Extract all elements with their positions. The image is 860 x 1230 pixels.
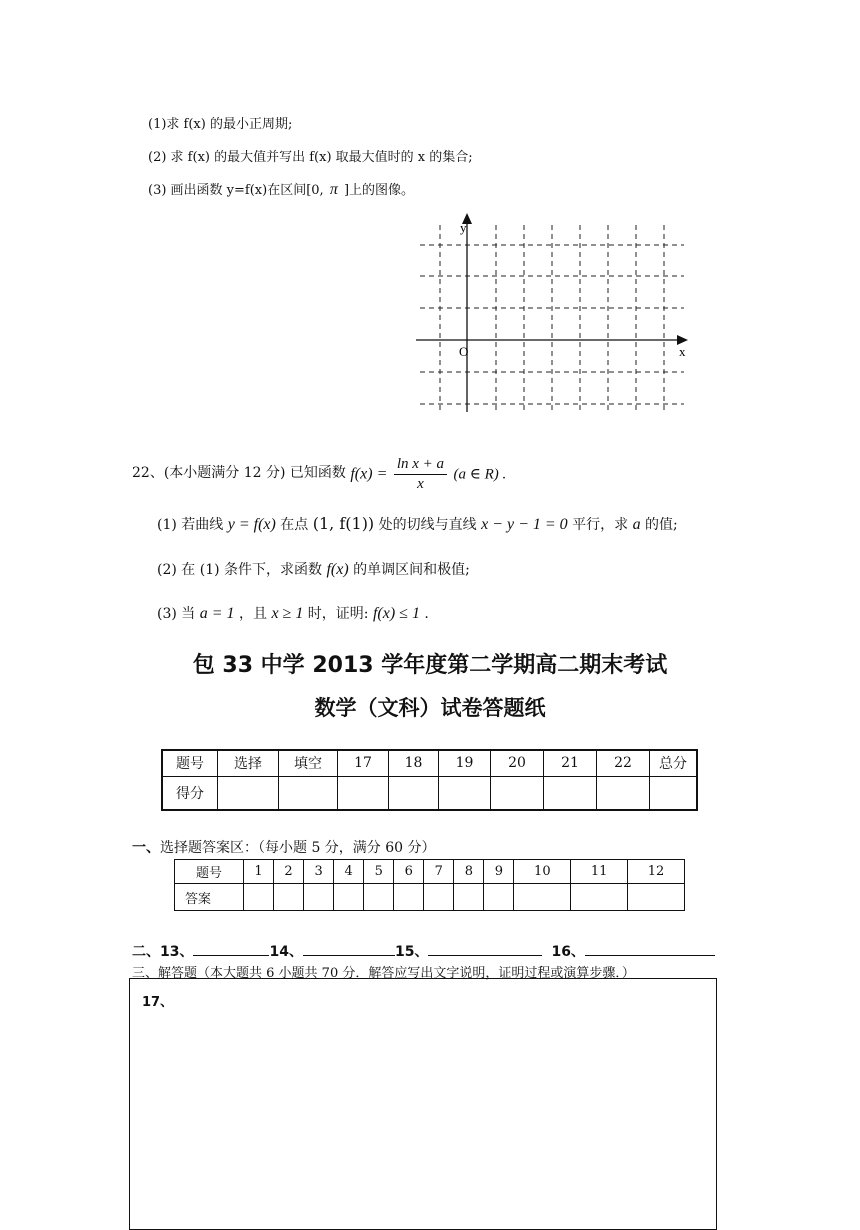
q22-fraction (394, 456, 447, 493)
answer-sheet-title: 数学（文科）试卷答题纸 (314, 696, 546, 720)
answer-cell[interactable] (628, 884, 685, 911)
q22-p3-d: x ≥ 1 (271, 605, 304, 622)
score-cell[interactable] (439, 776, 491, 810)
q22-p1-g: 平行，求 (572, 517, 629, 533)
q22-p1-e: 处的切线与直线 (378, 517, 477, 533)
score-cell[interactable] (597, 776, 650, 810)
score-header-cell: 18 (389, 750, 439, 776)
pi-symbol: π (329, 181, 338, 198)
q22-part1 (157, 514, 678, 534)
question-number: 2 (274, 860, 304, 884)
blank-14-label: 14、 (269, 944, 303, 960)
score-cell[interactable] (389, 776, 439, 810)
blank-15[interactable] (428, 940, 542, 956)
section1-label: 一、 (132, 840, 160, 856)
section1-text: 选择题答案区：（每小题 5 分，满分 60 分） (160, 840, 436, 856)
answer-cell[interactable] (424, 884, 454, 911)
answer-cell[interactable] (454, 884, 484, 911)
question-number: 3 (304, 860, 334, 884)
blank-13-label: 13、 (160, 944, 194, 960)
q22-head-text: 22、(本小题满分 12 分) 已知函数 (132, 464, 346, 481)
choice-answer-row (175, 884, 685, 911)
section1-heading (132, 837, 436, 857)
answer-cell[interactable] (364, 884, 394, 911)
q22-fx: f(x) = (350, 465, 388, 483)
question-number: 9 (484, 860, 514, 884)
q22-part2 (157, 559, 470, 579)
question-number: 1 (244, 860, 274, 884)
q22-p3-e: 时，证明: (307, 606, 369, 622)
section2-label: 二、 (132, 944, 160, 960)
score-header-cell: 20 (491, 750, 544, 776)
blank-13[interactable] (193, 940, 269, 956)
answer-cell[interactable] (274, 884, 304, 911)
q21-part2: (2) 求 f(x) 的最大值并写出 f(x) 取最大值时的 x 的集合; (148, 150, 473, 165)
question-number: 11 (571, 860, 628, 884)
choice-number-row (175, 860, 685, 884)
blank-14[interactable] (303, 940, 395, 956)
q22-p3-c: ，且 (238, 606, 267, 622)
score-header-cell: 21 (544, 750, 597, 776)
q22-p3-b: a = 1 (199, 605, 235, 622)
question-number: 8 (454, 860, 484, 884)
question-number: 4 (334, 860, 364, 884)
score-table (161, 749, 698, 811)
score-header-cell: 17 (338, 750, 389, 776)
answer-cell[interactable] (334, 884, 364, 911)
answer-cell[interactable] (484, 884, 514, 911)
score-table-input-row (162, 776, 697, 810)
score-cell[interactable] (544, 776, 597, 810)
q22-condition: (a ∈ R) . (453, 466, 507, 483)
score-cell[interactable] (279, 776, 338, 810)
question-number: 5 (364, 860, 394, 884)
blank-16-label: 16、 (551, 944, 585, 960)
answer-cell[interactable] (304, 884, 334, 911)
q22-p1-c: 在点 (280, 517, 309, 533)
answer-cell[interactable] (244, 884, 274, 911)
score-header-cell: 选择 (218, 750, 279, 776)
answer-box-17[interactable] (129, 978, 717, 1230)
score-header-cell: 题号 (162, 750, 218, 776)
blank-16[interactable] (585, 940, 715, 956)
question-number: 12 (628, 860, 685, 884)
q21-part3-post: ]上的图像。 (343, 183, 415, 198)
choice-answer-table (174, 859, 685, 911)
q22-p1-i: 的值; (645, 517, 678, 533)
answer-box-17-label: 17、 (142, 995, 174, 1010)
q22-p1-h: a (632, 516, 641, 533)
grid-dashed-lines (420, 225, 684, 410)
q22-part3 (157, 603, 429, 623)
x-axis-label: x (679, 344, 686, 359)
score-header-cell: 总分 (650, 750, 698, 776)
score-cell[interactable] (338, 776, 389, 810)
score-cell[interactable] (491, 776, 544, 810)
score-header-cell: 19 (439, 750, 491, 776)
section2-fill-blanks (132, 940, 715, 961)
score-header-cell: 填空 (279, 750, 338, 776)
q21-part3-pre: (3) 画出函数 y=f(x)在区间[0, (148, 183, 324, 198)
choice-row-label: 题号 (175, 860, 244, 884)
answer-cell[interactable] (514, 884, 571, 911)
q22-p1-b: y = f(x) (227, 516, 276, 533)
question-number: 10 (514, 860, 571, 884)
score-table-header-row (162, 750, 697, 776)
q22-p2-b: f(x) (326, 561, 349, 578)
y-axis-label: y (460, 220, 467, 235)
q22-p1-d: (1, f(1)) (312, 514, 375, 533)
coordinate-grid (412, 210, 697, 420)
question-number: 6 (394, 860, 424, 884)
score-cell[interactable] (650, 776, 698, 810)
q21-part1: (1)求 f(x) 的最小正周期; (148, 117, 293, 132)
score-cell[interactable] (218, 776, 279, 810)
origin-label: O (459, 344, 469, 359)
q22-p3-a: (3) 当 (157, 606, 196, 622)
q22-p2-a: (2) 在 (1) 条件下，求函数 (157, 562, 323, 578)
answer-cell[interactable] (394, 884, 424, 911)
exam-title: 包 33 中学 2013 学年度第二学期高二期末考试 (192, 653, 668, 678)
q21-part3 (148, 179, 414, 199)
answer-cell[interactable] (571, 884, 628, 911)
section3-heading: 三、解答题（本大题共 6 小题共 70 分．解答应写出文字说明，证明过程或演算步骤．） (132, 966, 635, 981)
fraction-denominator: x (417, 476, 424, 492)
score-row-label: 得分 (162, 776, 218, 810)
answer-row-label: 答案 (175, 884, 244, 911)
score-header-cell: 22 (597, 750, 650, 776)
question-number: 7 (424, 860, 454, 884)
q22-p3-g: . (424, 606, 429, 622)
q22-p1-a: (1) 若曲线 (157, 517, 224, 533)
q22-p2-c: 的单调区间和极值; (353, 562, 470, 578)
q22-p3-f: f(x) ≤ 1 (372, 605, 420, 622)
q22-header (132, 456, 506, 493)
q22-p1-f: x − y − 1 = 0 (481, 516, 568, 533)
blank-15-label: 15、 (394, 944, 429, 960)
fraction-numerator: ln x + a (394, 456, 447, 475)
